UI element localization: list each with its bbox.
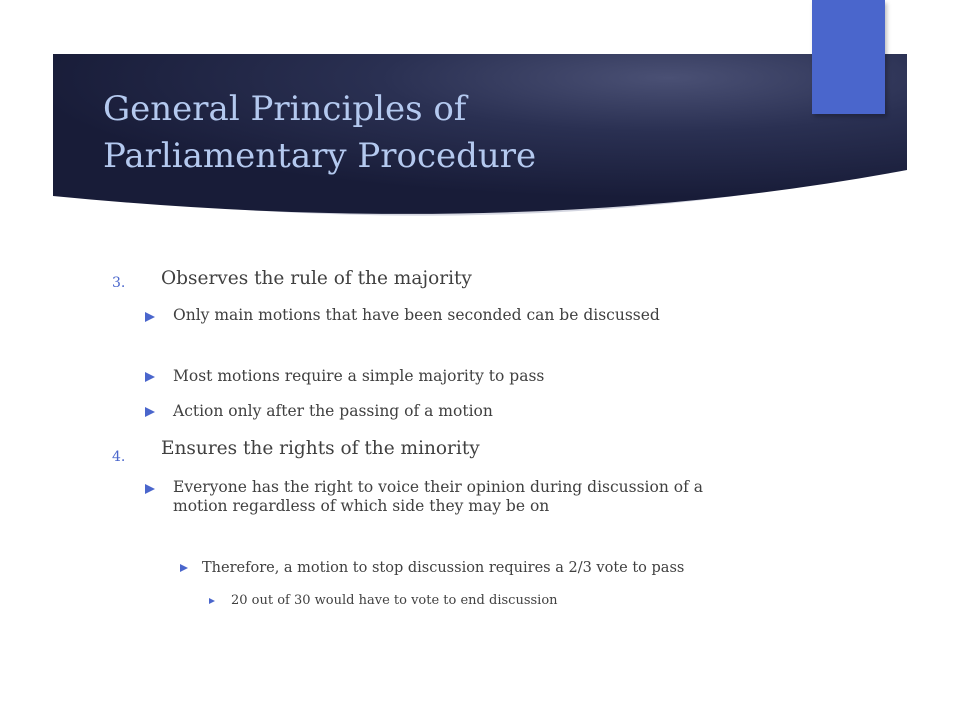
list-item-heading: Ensures the rights of the minority [161,438,480,459]
bullet-text: Everyone has the right to voice their opinion during discussion of a motion regardless of which side they may be on [173,478,703,515]
sub-bullet-text: Therefore, a motion to stop discussion requires a 2/3 vote to pass [202,560,685,576]
bullet-arrow-icon [145,312,155,322]
sub-sub-bullet-text: 20 out of 30 would have to vote to end discussion [231,593,558,608]
item-number: 3. [112,275,126,291]
bullet-text: Action only after the passing of a motion [173,402,493,420]
bullet-text: Only main motions that have been seconded can be discussed [173,306,660,324]
item-number: 4. [112,449,126,465]
bullet-arrow-icon [145,407,155,417]
bullet-arrow-icon [145,372,155,382]
title-line-2: Parliamentary Procedure [103,136,537,176]
bullet-text: Most motions require a simple majority to pass [173,367,545,385]
sub-sub-bullet-arrow-icon [209,598,215,604]
list-item-heading: Observes the rule of the majority [161,268,472,289]
sub-bullet-arrow-icon [180,564,188,572]
title-line-1: General Principles of [103,89,467,129]
bullet-arrow-icon [145,484,155,494]
